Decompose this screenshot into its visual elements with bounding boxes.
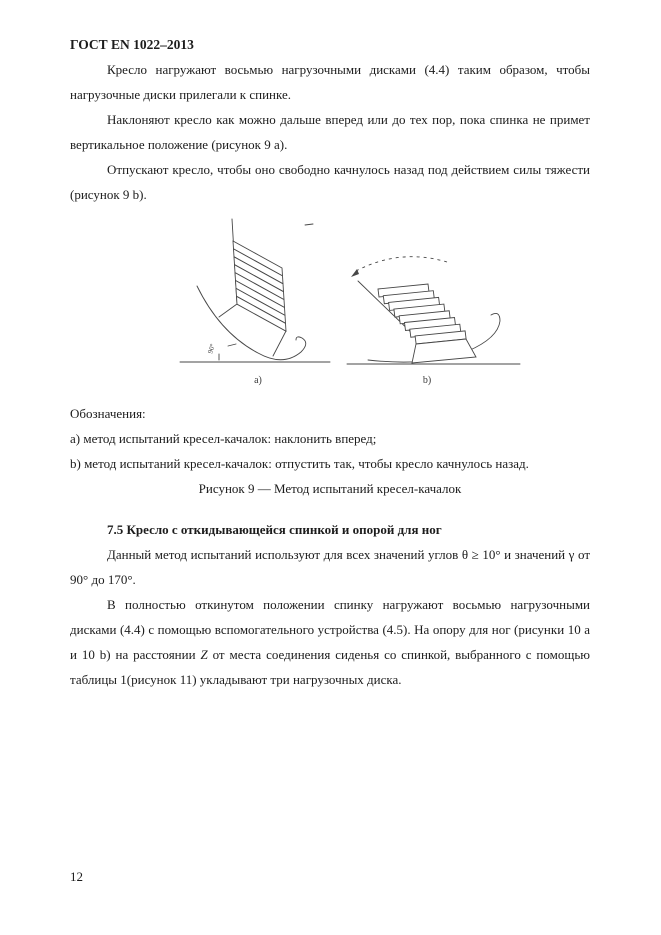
variable-z: Z (200, 647, 208, 662)
legend-item-a: а) метод испытаний кресел-качалок: наклонить вперед; (70, 431, 377, 446)
paragraph-5 (70, 592, 590, 692)
swing-arc (356, 257, 447, 271)
legend-block (70, 401, 590, 476)
chair-drawing-b (347, 257, 520, 386)
paragraph-2: Наклоняют кресло как можно дальше вперед или до тех пор, пока спинка не примет вертикальное положение (рисунок 9 а). (70, 112, 590, 152)
loading-disk-stack-b (378, 284, 466, 344)
paragraph-3: Отпускают кресло, чтобы оно свободно качнулось назад под действием силы тяжести (рисунок 9 b). (70, 162, 590, 202)
rocking-chair-diagram (152, 217, 532, 393)
legend-title: Обозначения: (70, 406, 146, 421)
paragraph-1: Кресло нагружают восьмью нагрузочными дисками (4.4) таким образом, чтобы нагрузочные диски прилегали к спинке. (70, 62, 590, 102)
section-heading-7-5: 7.5 Кресло с откидывающейся спинкой и опорой для ног (107, 522, 442, 537)
angle-annotation (206, 343, 236, 360)
paragraph-5-text-cont: от места соединения сиденья со спинкой, выбранного с помощью таблицы 1(рисунок 11) укладывают три нагрузочных диска. (70, 647, 591, 687)
figure-label-b: b) (422, 375, 432, 386)
paragraph-4: Данный метод испытаний используют для всех значений углов θ ≥ 10° и значений γ от 90° до 170°. (70, 547, 590, 587)
tick-mark-a (305, 224, 313, 225)
loading-disk-stack-a (233, 241, 286, 331)
figure-caption: Рисунок 9 — Метод испытаний кресел-качалок (198, 481, 462, 496)
chair-drawing-a (180, 219, 330, 386)
figure-label-a: а) (254, 375, 262, 386)
document-header: ГОСТ EN 1022–2013 (70, 37, 194, 52)
page-number: 12 (70, 869, 83, 884)
angle-label: 90° (206, 342, 217, 355)
legend-item-b: b) метод испытаний кресел-качалок: отпустить так, чтобы кресло качнулось назад. (70, 456, 529, 471)
figure-9 (152, 217, 532, 393)
paragraph-5-text: В полностью откинутом положении спинку нагружают восьмью нагрузочными дисками (4.4) с помощью вспомогательного устройства (4.5). На опору для ног (рисунки 10 а и 10 b) на расстоянии (70, 597, 590, 662)
